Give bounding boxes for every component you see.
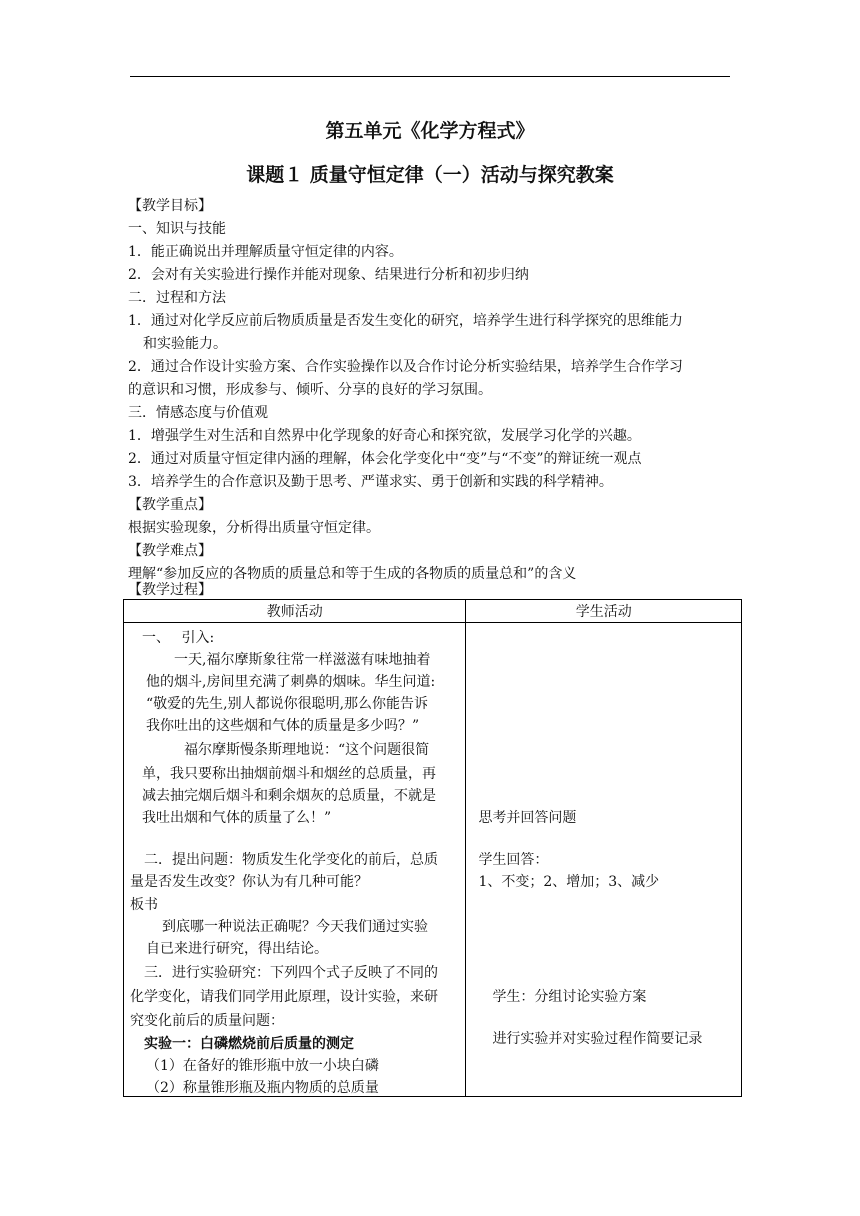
knowledge-item-1: 1．能正确说出并理解质量守恒定律的内容。 (128, 244, 403, 260)
research-line: 三．进行实验研究：下列四个式子反映了不同的 (144, 965, 438, 981)
difficulty-text: 理解“参加反应的各物质的质量总和等于生成的各物质的质量总和”的含义 (128, 566, 577, 582)
story-line: 单，我只要称出抽烟前烟斗和烟丝的总质量，再 (142, 766, 436, 782)
process-methods-heading: 二．过程和方法 (128, 290, 226, 306)
objectives-heading: 【教学目标】 (128, 198, 212, 214)
student-column-header: 学生活动 (466, 600, 742, 623)
question-line: 二．提出问题：物质发生化学变化的前后，总质 (144, 852, 438, 868)
experiment-step: （1）在备好的锥形瓶中放一小块白磷 (146, 1058, 379, 1074)
emotion-heading: 三．情感态度与价值观 (128, 405, 268, 421)
student-answer-label: 学生回答： (478, 852, 549, 868)
student-record: 进行实验并对实验过程作简要记录 (492, 1031, 703, 1047)
emotion-item-3: 3．培养学生的合作意识及勤于思考、严谨求实、勇于创新和实践的科学精神。 (128, 474, 613, 490)
key-point-heading: 【教学重点】 (128, 497, 212, 513)
story-line: 减去抽完烟后烟斗和剩余烟灰的总质量，不就是 (142, 788, 436, 804)
story-line: 他的烟斗,房间里充满了刺鼻的烟味。华生问道: (146, 674, 436, 690)
board-line: 到底哪一种说法正确呢？今天我们通过实验 (162, 919, 428, 935)
knowledge-heading: 一、知识与技能 (128, 221, 226, 237)
research-line: 究变化前后的质量问题： (130, 1013, 284, 1029)
story-line: 我吐出烟和气体的质量了么！” (142, 810, 332, 826)
board-line: 自已来进行研究，得出结论。 (146, 941, 328, 957)
key-point-text: 根据实验现象，分析得出质量守恒定律。 (128, 520, 380, 536)
emotion-item-1: 1．增强学生对生活和自然界中化学现象的好奇心和探究欲，发展学习化学的兴趣。 (128, 428, 641, 444)
process-item-2b: 的意识和习惯，形成参与、倾听、分享的良好的学习氛围。 (128, 382, 492, 398)
board-label: 板书 (130, 897, 158, 913)
unit-title: 第五单元《化学方程式》 (325, 120, 535, 142)
story-line: “敬爱的先生,别人都说你很聪明,那么你能告诉 (146, 696, 429, 712)
student-activity-cell (466, 623, 742, 1097)
difficulty-heading: 【教学难点】 (128, 543, 212, 559)
teacher-activity-cell (124, 623, 466, 1097)
teaching-process-table (123, 599, 742, 1097)
lesson-title: 课题１ 质量守恒定律（一）活动与探究教案 (246, 164, 614, 186)
process-item-2a: 2．通过合作设计实验方案、合作实验操作以及合作讨论分析实验结果，培养学生合作学习 (128, 359, 683, 375)
table-header-row (124, 600, 742, 623)
process-item-1a: 1．通过对化学反应前后物质质量是否发生变化的研究，培养学生进行科学探究的思维能力 (128, 313, 683, 329)
student-answer: 1、不变；2、增加；3、减少 (478, 874, 660, 890)
story-line: 一天,福尔摩斯象往常一样滋滋有味地抽着 (174, 652, 431, 668)
research-line: 化学变化，请我们同学用此原理，设计实验，来研 (130, 989, 438, 1005)
header-rule (130, 76, 730, 77)
student-discuss: 学生：分组讨论实验方案 (492, 989, 647, 1005)
teacher-column-header: 教师活动 (124, 600, 466, 623)
emotion-item-2: 2．通过对质量守恒定律内涵的理解，体会化学变化中“变”与“不变”的辩证统一观点 (128, 451, 642, 467)
process-item-1b: 和实验能力。 (143, 336, 227, 352)
story-line: 我你吐出的这些烟和气体的质量是多少吗？” (146, 718, 420, 734)
student-think: 思考并回答问题 (478, 810, 577, 826)
question-line: 量是否发生改变？你认为有几种可能？ (130, 874, 368, 890)
experiment-step: （2）称量锥形瓶及瓶内物质的总质量 (146, 1080, 379, 1096)
intro-label: 一、 引入: (142, 630, 215, 646)
table-row (124, 623, 742, 1097)
knowledge-item-2: 2．会对有关实验进行操作并能对现象、结果进行分析和初步归纳 (128, 267, 529, 283)
story-line: 福尔摩斯慢条斯理地说：“这个问题很简 (184, 742, 430, 758)
process-heading: 【教学过程】 (128, 582, 212, 598)
experiment-1-title: 实验一：白磷燃烧前后质量的测定 (144, 1036, 354, 1052)
